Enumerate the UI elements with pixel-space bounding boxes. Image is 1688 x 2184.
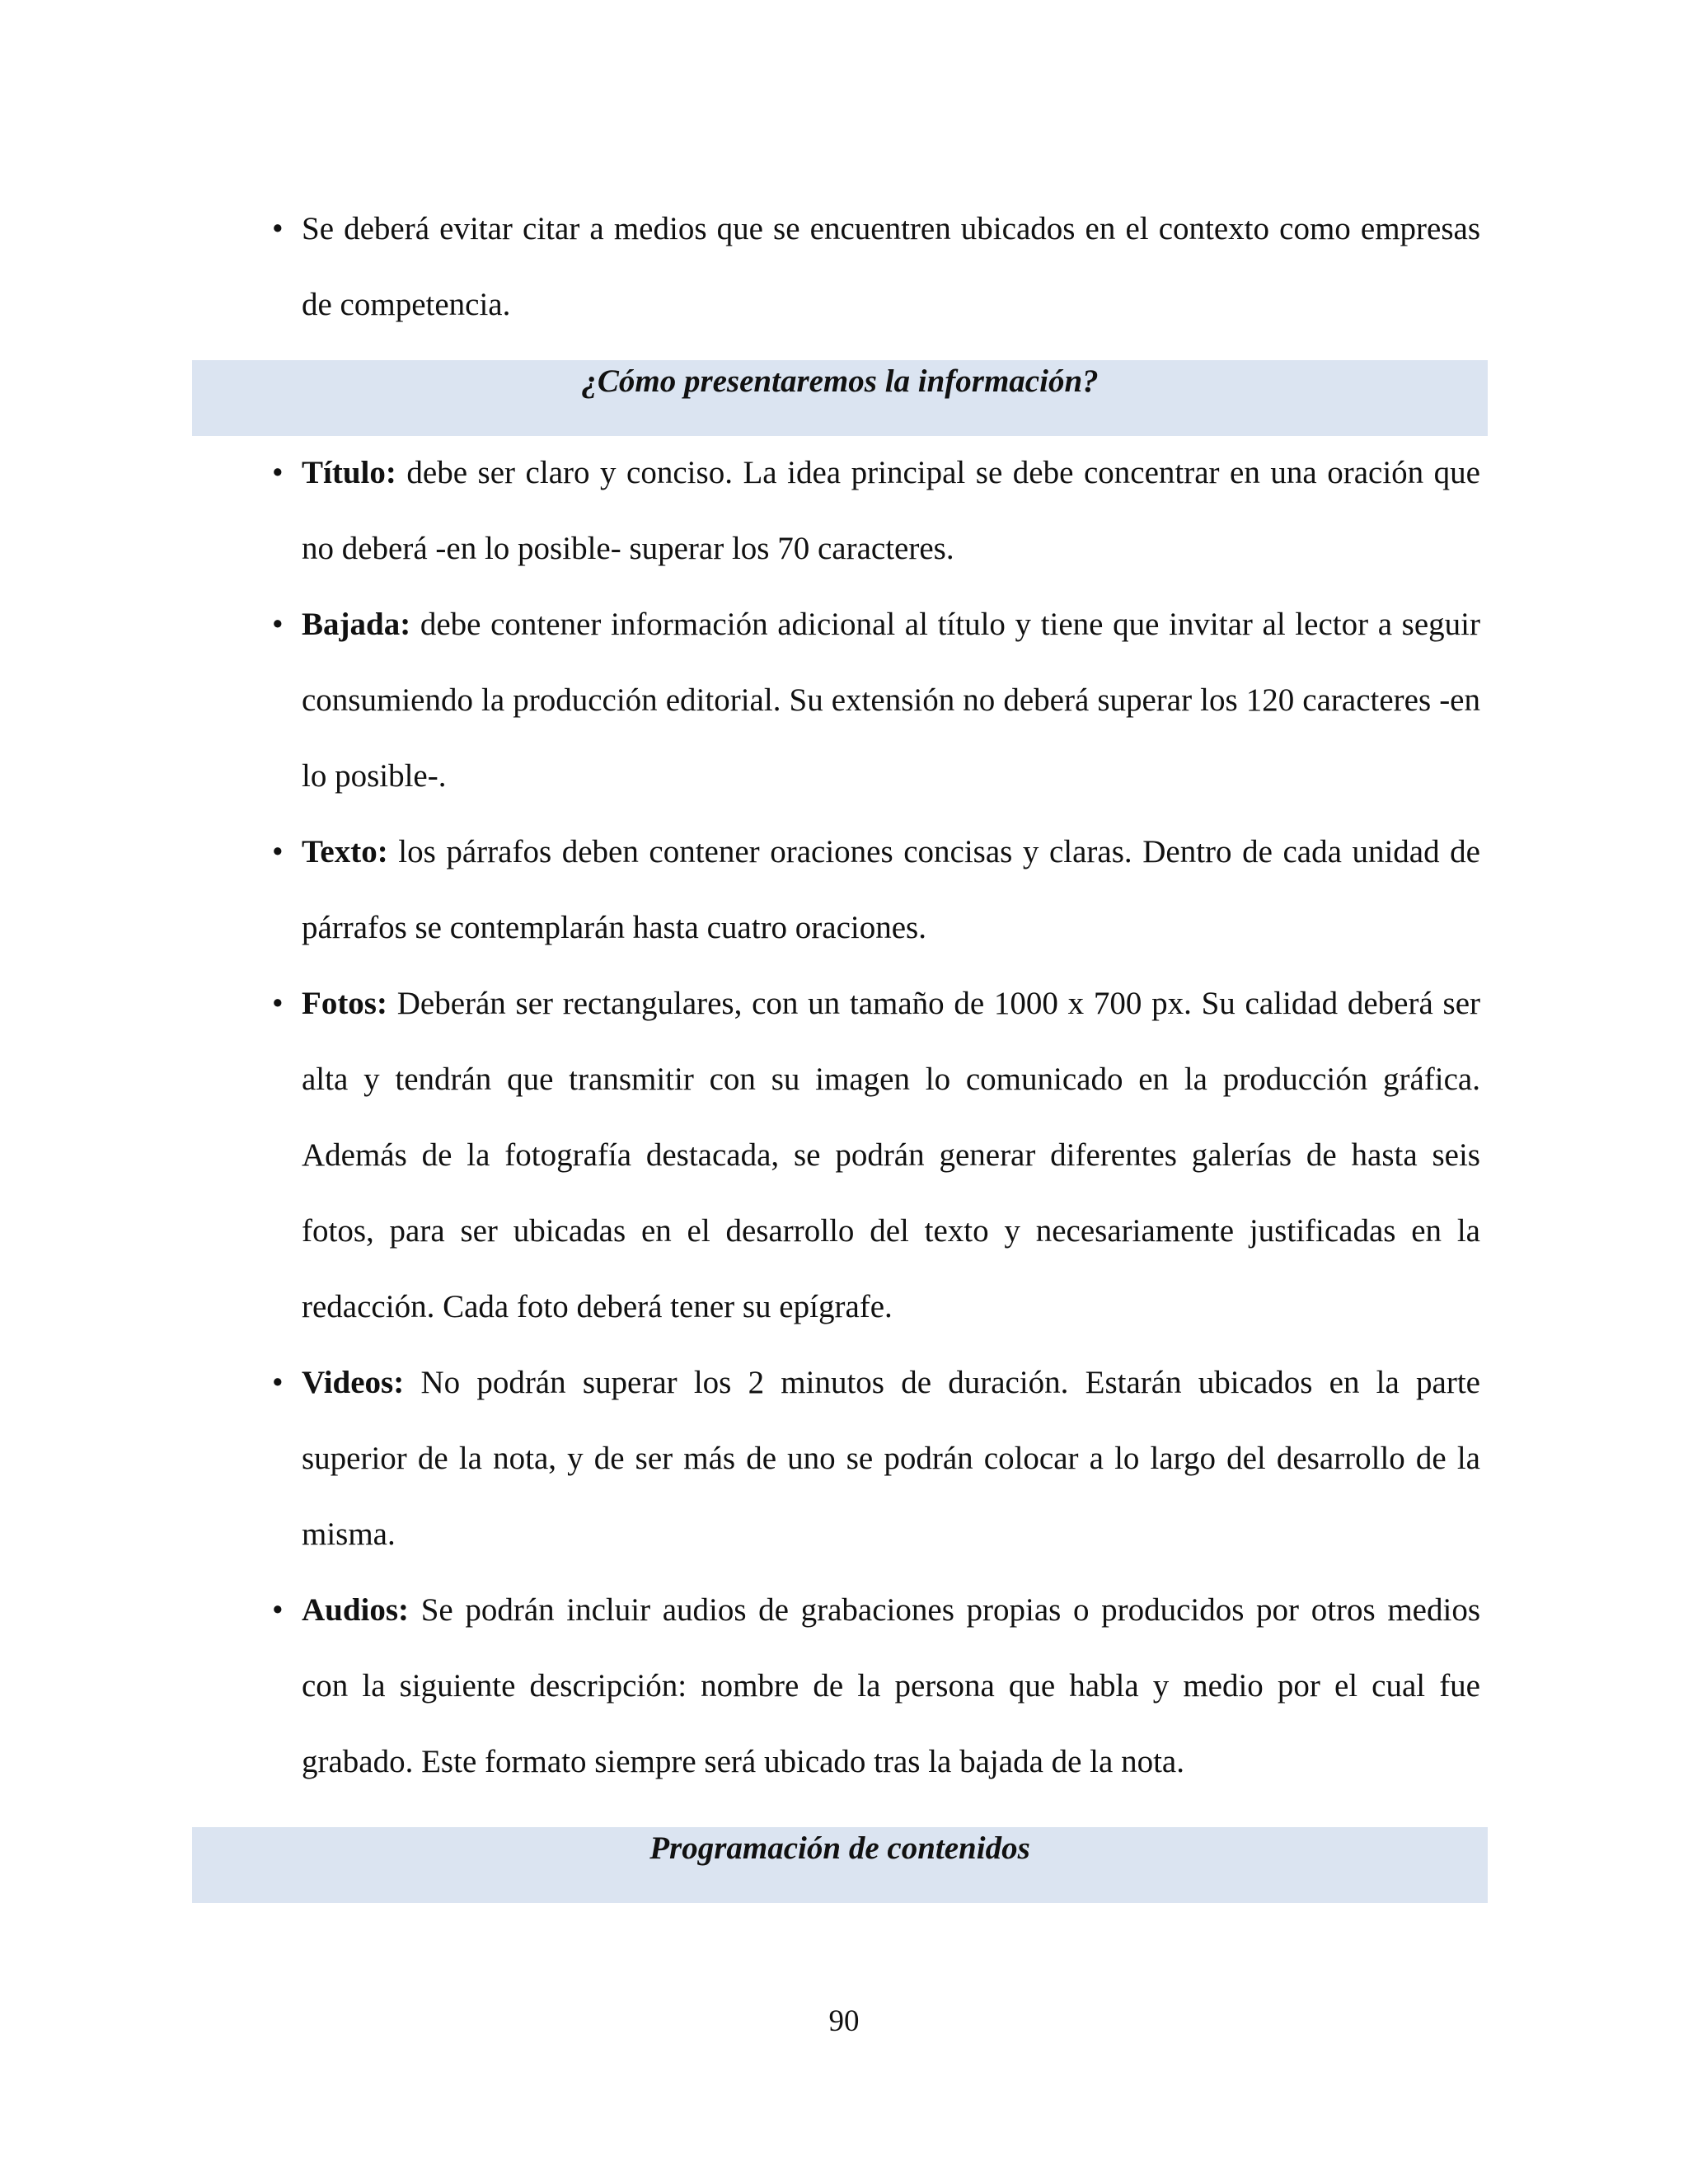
list-item [272, 587, 1480, 814]
bullet-label: Videos: [302, 1365, 405, 1400]
bullet-icon: • [272, 834, 284, 869]
list-item [272, 1345, 1480, 1572]
bullet-label: Fotos: [302, 986, 387, 1021]
page-number: 90 [828, 2004, 860, 2038]
bullet-icon: • [272, 986, 284, 1021]
bullet-text: debe ser claro y conciso. La idea principal se debe concentrar en una oración que no deberá -en lo posible- superar los 70 caracteres. [302, 455, 1480, 566]
section-heading-bar [192, 1827, 1488, 1903]
bullet-label: Audios: [302, 1592, 410, 1628]
list-item [272, 435, 1480, 587]
section-heading-presentation: ¿Cómo presentaremos la información? [581, 363, 1099, 399]
intro-bullet-block [272, 191, 1480, 343]
intro-bullet-text: Se deberá evitar citar a medios que se encuentren ubicados en el contexto como empresas de competencia. [302, 211, 1480, 322]
list-item [272, 1572, 1480, 1800]
bullet-list [272, 435, 1480, 1800]
list-item [272, 814, 1480, 966]
bullet-icon: • [272, 455, 284, 490]
section-heading-programming: Programación de contenidos [649, 1830, 1030, 1866]
bullet-icon: • [272, 1365, 284, 1400]
list-item [272, 966, 1480, 1345]
bullet-icon: • [272, 607, 284, 642]
bullet-text: No podrán superar los 2 minutos de duración. Estarán ubicados en la parte superior de la nota, y de ser más de uno se podrán colocar a lo largo del desarrollo de la misma. [302, 1365, 1480, 1552]
bullet-icon: • [272, 1592, 284, 1628]
bullet-text: los párrafos deben contener oraciones concisas y claras. Dentro de cada unidad de párrafos se contemplarán hasta cuatro oraciones. [302, 834, 1480, 945]
bullet-text: Deberán ser rectangulares, con un tamaño de 1000 x 700 px. Su calidad deberá ser alta y tendrán que transmitir con su imagen lo comunicado en la producción gráfica. Además de la fotografía destacada, se podrán generar diferentes galerías de hasta seis fotos, para ser ubicadas en el desarrollo del texto y necesariamente justificadas en la redacción. Cada foto deberá tener su epígrafe. [302, 986, 1480, 1324]
bullet-text: debe contener información adicional al título y tiene que invitar al lector a seguir consumiendo la producción editorial. Su extensión no deberá superar los 120 caracteres -en lo posible-. [302, 607, 1480, 794]
bullet-text: Se podrán incluir audios de grabaciones propias o producidos por otros medios con la siguiente descripción: nombre de la persona que habla y medio por el cual fue grabado. Este formato siempre será ubicado tras la bajada de la nota. [302, 1592, 1480, 1779]
bullet-label: Texto: [302, 834, 388, 869]
bullet-icon: • [272, 211, 284, 246]
bullet-label: Bajada: [302, 607, 411, 642]
list-item [272, 191, 1480, 343]
section-heading-bar [192, 360, 1488, 436]
bullet-label: Título: [302, 455, 396, 490]
